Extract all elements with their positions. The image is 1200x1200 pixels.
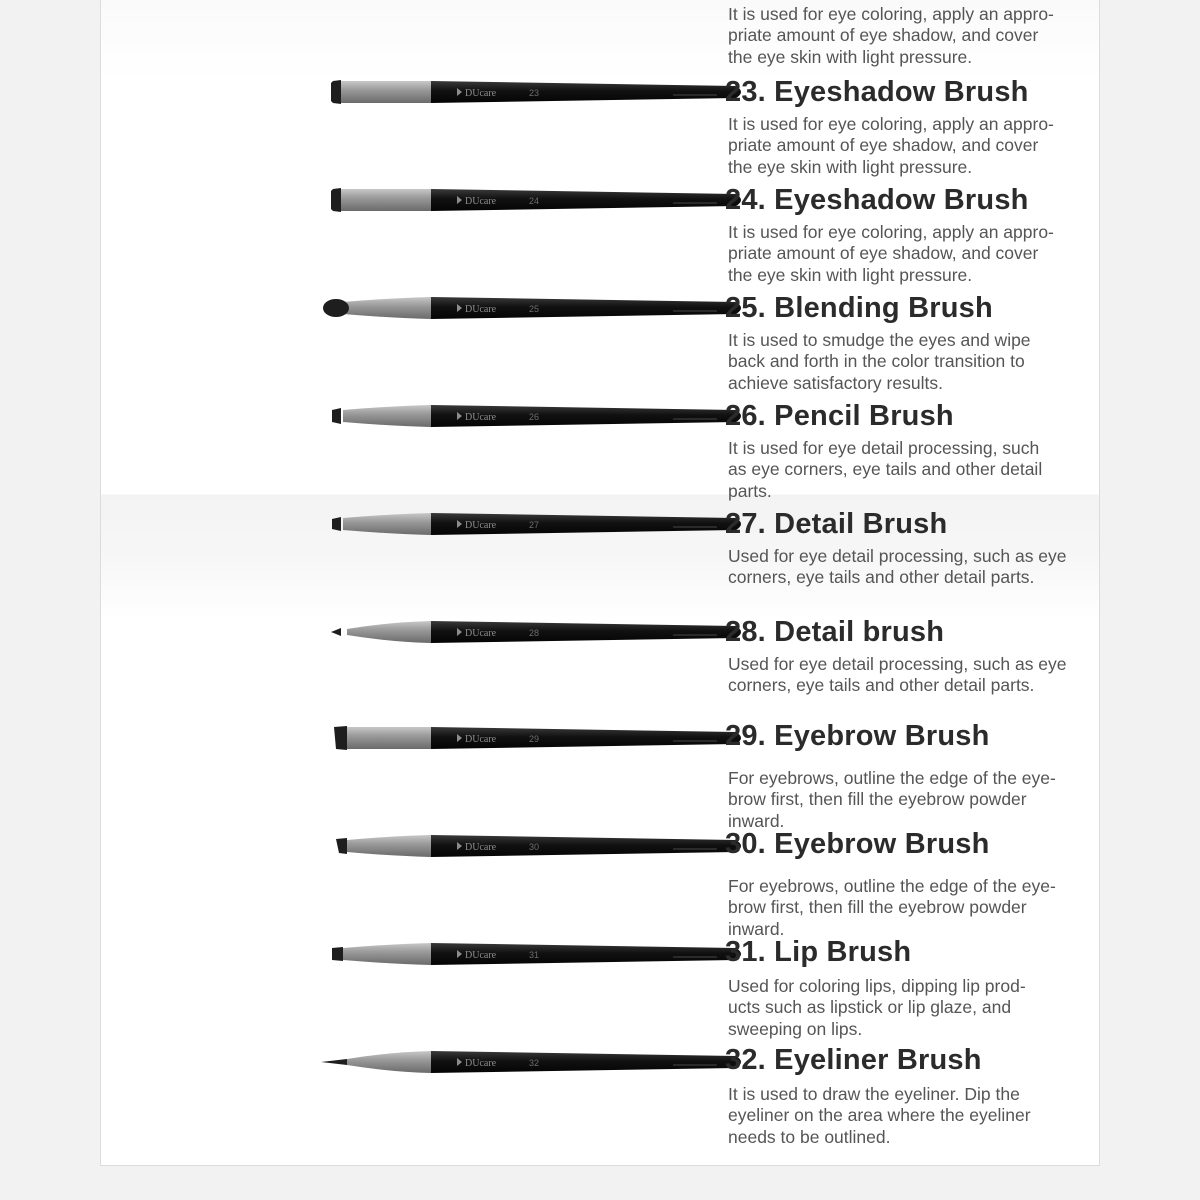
brush-title: 23. Eyeshadow Brush (725, 76, 1029, 108)
description-line: parts. (728, 480, 772, 501)
connector-line (673, 94, 717, 96)
brush-title: 24. Eyeshadow Brush (725, 184, 1029, 216)
brush-title: 28. Detail brush (725, 616, 945, 648)
description-line: ucts such as lipstick or lip glaze, and (728, 997, 1012, 1018)
brush-row-31 (101, 934, 1099, 1042)
brush-27-image (201, 504, 761, 544)
brush-illustration (201, 504, 761, 544)
brand-logo-text: DUcare (465, 734, 497, 745)
brush-ferrule (347, 835, 431, 857)
description-line: sweeping on lips. (728, 1018, 863, 1039)
description-line: the eye skin with light pressure. (728, 156, 973, 177)
brush-31-image (201, 934, 761, 974)
description-line: the eye skin with light pressure. (728, 264, 973, 285)
brush-number-label: 32 (529, 1058, 540, 1068)
brush-tip (336, 838, 347, 854)
brush-illustration (201, 1042, 761, 1082)
brush-description (728, 330, 1088, 394)
description-line: Used for eye detail processing, such as eye (728, 546, 1067, 566)
description-line: achieve satisfactory results. (728, 372, 943, 393)
description-line: It is used to draw the eyeliner. Dip the (728, 1084, 1020, 1104)
description-line: It is used for eye coloring, apply an appro- (728, 114, 1054, 134)
description-line: corners, eye tails and other detail parts. (728, 675, 1035, 696)
brush-ferrule (347, 727, 431, 749)
description-line: back and forth in the color transition to (728, 351, 1025, 372)
brush-ferrule (341, 189, 431, 211)
brush-illustration (201, 180, 761, 220)
product-detail-card (100, 0, 1100, 1166)
brand-logo-text: DUcare (465, 1058, 497, 1069)
description-line: priate amount of eye shadow, and cover (728, 135, 1039, 156)
brush-title: 32. Eyeliner Brush (725, 1044, 982, 1076)
description-line: brow first, then fill the eyebrow powder (728, 897, 1027, 918)
description-line: It is used to smudge the eyes and wipe (728, 330, 1031, 350)
brush-tip (323, 299, 349, 317)
description-line: priate amount of eye shadow, and cover (728, 243, 1039, 264)
brand-logo-text: DUcare (465, 196, 497, 207)
brand-logo-text: DUcare (465, 628, 497, 639)
brush-number-label: 27 (529, 520, 540, 530)
brush-32-image (201, 1042, 761, 1082)
brush-title: 25. Blending Brush (725, 292, 993, 324)
description-line: It is used for eye coloring, apply an appro- (728, 222, 1054, 242)
brush-ferrule (343, 513, 431, 535)
brush-description (728, 976, 1088, 1040)
brush-row-23 (101, 72, 1099, 180)
brush-tip (331, 188, 341, 212)
connector-line (673, 526, 717, 528)
brand-logo-text: DUcare (465, 412, 497, 423)
brush-number-label: 25 (529, 304, 540, 314)
brush-ferrule (343, 943, 431, 965)
brush-illustration (201, 72, 761, 112)
brush-description (728, 876, 1088, 940)
brush-row-29 (101, 718, 1099, 831)
brand-logo-text: DUcare (465, 88, 497, 99)
brush-25-image (201, 288, 761, 328)
brush-row-25 (101, 288, 1099, 396)
brush-row-27 (101, 504, 1099, 612)
connector-line (673, 202, 717, 204)
brush-number-label: 23 (529, 88, 540, 98)
brush-title: 31. Lip Brush (725, 936, 912, 968)
brush-row-28 (101, 612, 1099, 720)
brush-tip (332, 408, 341, 424)
brush-26-image (201, 396, 761, 436)
brush-title: 26. Pencil Brush (725, 400, 954, 432)
description-line: Used for coloring lips, dipping lip prod- (728, 976, 1026, 996)
description-line: inward. (728, 918, 785, 939)
brush-illustration (201, 934, 761, 974)
intro-line: the eye skin with light pressure. (728, 46, 973, 67)
connector-line (673, 634, 717, 636)
connector-line (673, 418, 717, 420)
connector-line (673, 848, 717, 850)
brush-28-image (201, 612, 761, 652)
brush-illustration (201, 718, 761, 758)
brush-description (728, 1084, 1088, 1148)
brush-tip (332, 947, 343, 961)
brush-illustration (201, 826, 761, 866)
brush-tip (332, 517, 341, 531)
intro-line: priate amount of eye shadow, and cover (728, 25, 1039, 46)
description-line: Used for eye detail processing, such as eye (728, 654, 1067, 674)
brush-23-image (201, 72, 761, 112)
description-line: For eyebrows, outline the edge of the eye- (728, 876, 1056, 896)
brush-tip (321, 1059, 347, 1065)
brand-logo-text: DUcare (465, 304, 497, 315)
connector-line (673, 310, 717, 312)
brush-description (728, 654, 1088, 697)
brush-illustration (201, 288, 761, 328)
brush-number-label: 24 (529, 196, 540, 206)
brush-24-image (201, 180, 761, 220)
connector-line (673, 740, 717, 742)
brush-ferrule (347, 1051, 431, 1073)
brush-ferrule (341, 81, 431, 103)
brush-number-label: 26 (529, 412, 540, 422)
description-line: eyeliner on the area where the eyeliner (728, 1105, 1031, 1126)
brush-ferrule (343, 405, 431, 427)
brush-description (728, 768, 1088, 832)
description-line: It is used for eye detail processing, such (728, 438, 1040, 458)
brush-title: 27. Detail Brush (725, 508, 948, 540)
brush-number-label: 30 (529, 842, 540, 852)
intro-description (728, 4, 1088, 68)
brush-tip (331, 80, 341, 104)
brush-row-26 (101, 396, 1099, 504)
brush-description (728, 438, 1088, 502)
description-line: inward. (728, 810, 785, 831)
description-line: as eye corners, eye tails and other detail (728, 459, 1043, 480)
description-line: needs to be outlined. (728, 1126, 891, 1147)
brush-title: 30. Eyebrow Brush (725, 828, 990, 860)
intro-line: It is used for eye coloring, apply an appro- (728, 4, 1054, 24)
brush-illustration (201, 612, 761, 652)
brush-title: 29. Eyebrow Brush (725, 720, 990, 752)
brush-row-24 (101, 180, 1099, 288)
brush-description (728, 546, 1088, 589)
brush-number-label: 31 (529, 950, 540, 960)
brush-29-image (201, 718, 761, 758)
brush-ferrule (343, 297, 431, 319)
brand-logo-text: DUcare (465, 842, 497, 853)
brush-description (728, 114, 1088, 178)
brush-number-label: 28 (529, 628, 540, 638)
brand-logo-text: DUcare (465, 520, 497, 531)
brush-row-30 (101, 826, 1099, 939)
brush-ferrule (347, 621, 431, 643)
brush-tip (334, 726, 347, 750)
brush-row-32 (101, 1042, 1099, 1150)
description-line: For eyebrows, outline the edge of the eye- (728, 768, 1056, 788)
description-line: brow first, then fill the eyebrow powder (728, 789, 1027, 810)
connector-line (673, 1064, 717, 1066)
brush-30-image (201, 826, 761, 866)
brush-tip (331, 628, 341, 636)
brush-description (728, 222, 1088, 286)
description-line: corners, eye tails and other detail parts. (728, 567, 1035, 588)
connector-line (673, 956, 717, 958)
brand-logo-text: DUcare (465, 950, 497, 961)
brush-illustration (201, 396, 761, 436)
brush-number-label: 29 (529, 734, 540, 744)
